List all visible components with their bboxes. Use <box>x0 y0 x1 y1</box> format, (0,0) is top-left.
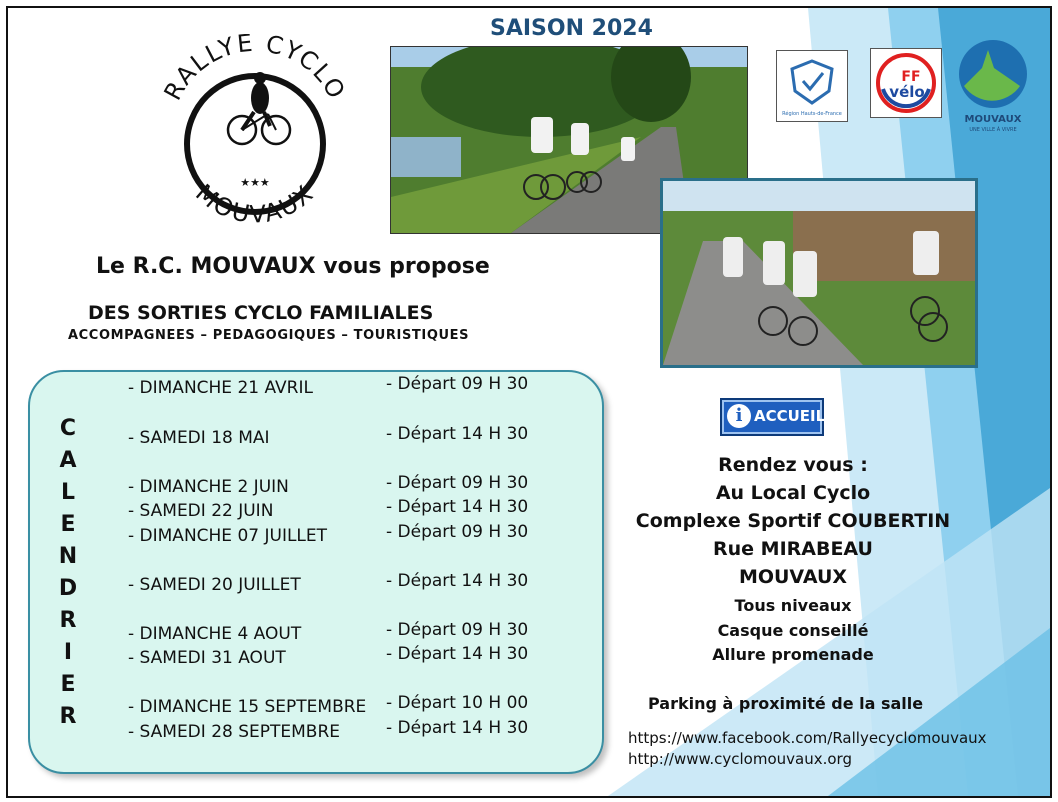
calendar-letter: R <box>59 608 77 633</box>
event-date: - SAMEDI 20 JUILLET <box>128 575 301 595</box>
rendezvous-complex: Complexe Sportif COUBERTIN <box>635 510 951 532</box>
event-date: - SAMEDI 18 MAI <box>128 428 270 448</box>
region-name: Région Hauts-de-France <box>782 111 842 117</box>
event-date: - SAMEDI 28 SEPTEMBRE <box>128 722 341 742</box>
event-date: - DIMANCHE 2 JUIN <box>128 477 289 497</box>
event-date: - SAMEDI 31 AOUT <box>128 648 286 668</box>
event-departure: - Départ 09 H 30 <box>386 473 529 493</box>
calendar-letter: E <box>60 672 76 697</box>
season-title: SAISON 2024 <box>490 16 653 41</box>
rendezvous-title: Rendez vous : <box>718 454 868 476</box>
rendezvous-street: Rue MIRABEAU <box>713 538 873 560</box>
club-logo <box>150 34 360 246</box>
facebook-link[interactable]: https://www.facebook.com/Rallyecyclomouvaux <box>628 729 987 747</box>
note-helmet: Casque conseillé <box>717 621 869 640</box>
calendar-letter: I <box>63 640 73 665</box>
flyer <box>6 6 1052 798</box>
logo-stars: ★★★ <box>240 176 270 189</box>
ffvelo-velo: vélo <box>889 83 925 101</box>
event-departure: - Départ 09 H 30 <box>386 522 529 542</box>
event-departure: - Départ 14 H 30 <box>386 424 529 444</box>
mouvaux-name: MOUVAUX <box>964 114 1022 125</box>
note-pace: Allure promenade <box>712 645 874 664</box>
ffvelo-ff: FF <box>901 69 921 85</box>
event-departure: - Départ 14 H 30 <box>386 497 529 517</box>
accueil-label: ACCUEIL <box>754 407 826 425</box>
event-departure: - Départ 14 H 30 <box>386 571 529 591</box>
rendezvous-city: MOUVAUX <box>738 566 848 588</box>
mouvaux-city-logo <box>954 38 1032 134</box>
event-departure: - Départ 14 H 30 <box>386 644 529 664</box>
event-date: - SAMEDI 22 JUIN <box>128 501 274 521</box>
cyclists-photo-group <box>660 178 978 368</box>
calendar-letter: D <box>58 576 78 601</box>
logo-top-text: RALLYE CYCLO <box>158 34 352 105</box>
ffvelo-logo <box>870 48 942 118</box>
accueil-badge <box>720 398 824 436</box>
calendar-letter: C <box>59 416 77 441</box>
calendar-letter: N <box>58 544 78 569</box>
calendar-letter: L <box>60 480 76 505</box>
note-level: Tous niveaux <box>734 596 852 615</box>
event-date: - DIMANCHE 21 AVRIL <box>128 378 313 398</box>
parking-note: Parking à proximité de la salle <box>648 694 924 713</box>
event-departure: - Départ 09 H 30 <box>386 620 529 640</box>
event-date: - DIMANCHE 4 AOUT <box>128 624 302 644</box>
event-date: - DIMANCHE 15 SEPTEMBRE <box>128 697 367 717</box>
calendar-letter: E <box>60 512 76 537</box>
rendezvous-location: Au Local Cyclo <box>715 482 871 504</box>
event-departure: - Départ 10 H 00 <box>386 693 529 713</box>
intro-text: Le R.C. MOUVAUX vous propose <box>96 254 490 279</box>
mouvaux-tagline: UNE VILLE À VIVRE <box>969 127 1017 133</box>
website-link[interactable]: http://www.cyclomouvaux.org <box>628 750 852 768</box>
headline: DES SORTIES CYCLO FAMILIALES <box>88 302 434 324</box>
logo-bottom-text: MOUVAUX <box>190 178 320 229</box>
info-icon: i <box>727 404 751 428</box>
calendar-letter: R <box>59 704 77 729</box>
subheadline: ACCOMPAGNEES – PEDAGOGIQUES – TOURISTIQUES <box>68 328 470 343</box>
event-departure: - Départ 14 H 30 <box>386 718 529 738</box>
calendar-letter: A <box>59 448 77 473</box>
region-logo <box>776 50 848 122</box>
event-departure: - Départ 09 H 30 <box>386 374 529 394</box>
event-date: - DIMANCHE 07 JUILLET <box>128 526 328 546</box>
